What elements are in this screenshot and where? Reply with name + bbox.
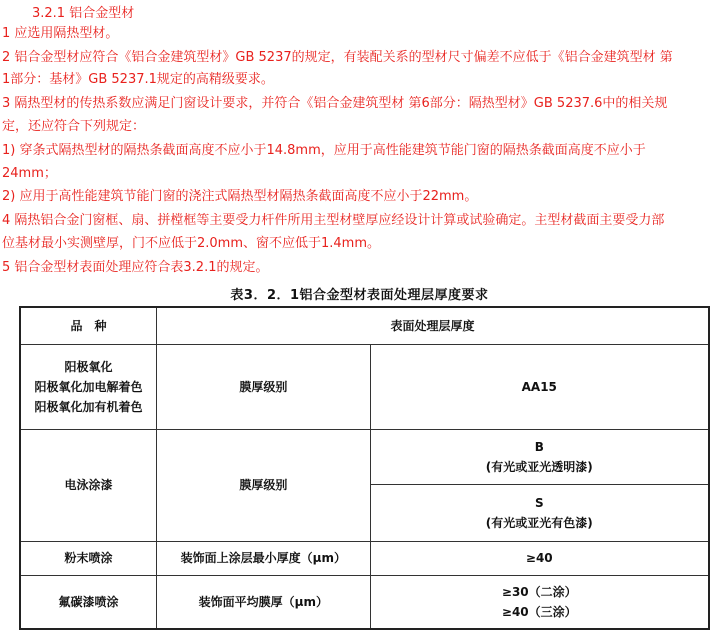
table-row <box>20 575 709 629</box>
value-line: ≥40（三涂） <box>501 604 577 619</box>
value-desc: (有光或亚光透明漆) <box>485 459 593 474</box>
surface-treatment-table <box>19 306 710 630</box>
clause-5: 5 铝合金型材表面处理应符合表3.2.1的规定。 <box>2 260 269 275</box>
clause-3-item-1-line-2: 24mm； <box>2 166 57 181</box>
metric-cell: 膜厚级别 <box>157 429 370 541</box>
variety-powder: 粉末喷涂 <box>20 541 157 575</box>
value-code: B <box>534 439 544 454</box>
value-line: ≥30（二涂） <box>501 584 577 599</box>
clause-4-line-1: 4 隔热铝合金门窗框、扇、拼樘框等主要受力杆件所用主型材壁厚应经设计计算或试验确定。主型材截面主要受力部 <box>2 213 665 228</box>
table-title: 表3．2．1铝合金型材表面处理层厚度要求 <box>230 288 489 303</box>
clause-3-line-2: 定，还应符合下列规定： <box>2 119 146 134</box>
variety-line: 阳极氧化加有机着色 <box>34 399 143 414</box>
header-variety: 品 种 <box>20 307 157 344</box>
value-cell-b <box>370 429 709 484</box>
variety-anodize <box>20 344 157 429</box>
clause-2-line-1: 2 铝合金型材应符合《铝合金建筑型材》GB 5237的规定，有装配关系的型材尺寸偏差不应低于《铝合金建筑型材 第 <box>2 50 673 65</box>
table-row <box>20 429 709 484</box>
variety-fluorocarbon: 氟碳漆喷涂 <box>20 575 157 629</box>
metric-cell: 装饰面平均膜厚（μm） <box>157 575 370 629</box>
value-code: S <box>534 495 544 510</box>
value-desc: (有光或亚光有色漆) <box>485 515 593 530</box>
variety-line: 阳极氧化 <box>64 359 113 374</box>
header-thickness: 表面处理层厚度 <box>157 307 709 344</box>
table-row <box>20 541 709 575</box>
clause-4-line-2: 位基材最小实测壁厚，门不应低于2.0mm、窗不应低于1.4mm。 <box>2 236 381 251</box>
variety-line: 阳极氧化加电解着色 <box>34 379 143 394</box>
table-row <box>20 344 709 429</box>
section-heading: 3.2.1 铝合金型材 <box>32 6 135 21</box>
value-cell <box>370 575 709 629</box>
metric-cell: 装饰面上涂层最小厚度（μm） <box>157 541 370 575</box>
clause-1: 1 应选用隔热型材。 <box>2 26 119 41</box>
value-cell-s <box>370 484 709 541</box>
clause-3-line-1: 3 隔热型材的传热系数应满足门窗设计要求，并符合《铝合金建筑型材 第6部分：隔热型材》GB 5237.6中的相关规 <box>2 96 668 111</box>
table-header-row <box>20 307 709 344</box>
clause-3-item-2: 2) 应用于高性能建筑节能门窗的浇注式隔热型材隔热条截面高度不应小于22mm。 <box>2 189 478 204</box>
clause-2-line-2: 1部分：基材》GB 5237.1规定的高精级要求。 <box>2 72 274 87</box>
value-cell: AA15 <box>370 344 709 429</box>
variety-electrophoretic: 电泳涂漆 <box>20 429 157 541</box>
value-cell: ≥40 <box>370 541 709 575</box>
metric-cell: 膜厚级别 <box>157 344 370 429</box>
clause-3-item-1-line-1: 1) 穿条式隔热型材的隔热条截面高度不应小于14.8mm，应用于高性能建筑节能门窗的隔热条截面高度不应小于 <box>2 143 646 158</box>
